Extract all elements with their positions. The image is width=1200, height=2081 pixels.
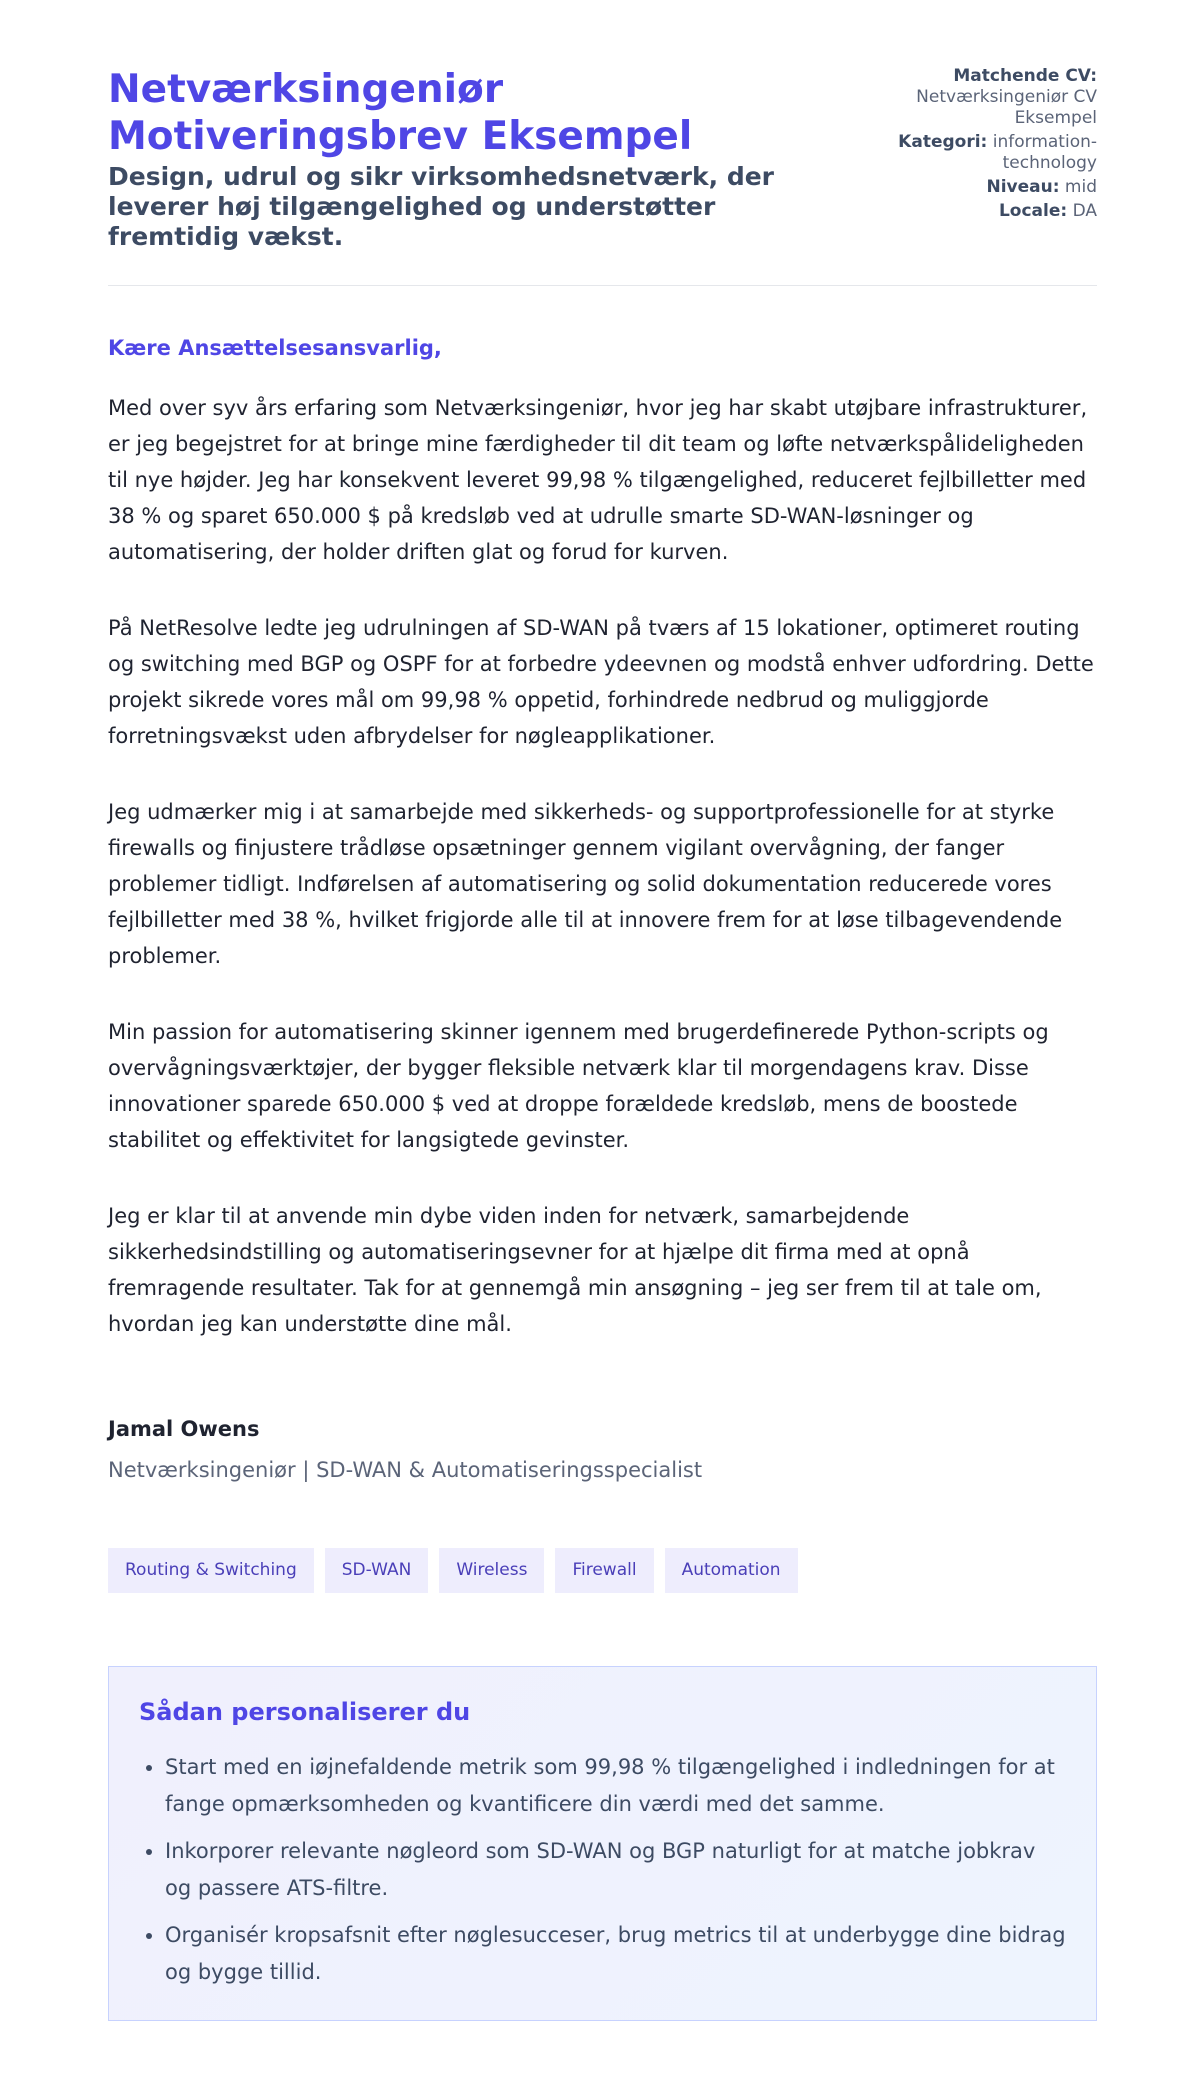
skill-tag: Automation — [665, 1548, 798, 1593]
letter-paragraph: Med over syv års erfaring som Netværksingeniør, hvor jeg har skabt utøjbare infrastrukturer, er jeg begejstret for at bringe mine færdigheder til dit team og løfte netværkspålideligheden til nye højder. Jeg har konsekvent leveret 99,98 % tilgængelighed, reduceret fejlbilletter med 38 % og sparet 650.000 $ på kredsløb ved at udrulle smarte SD-WAN-løsninger og automatisering, der holder driften glat og forud for kurven. — [108, 396, 1088, 564]
meta-category-value: information-technology — [992, 132, 1097, 173]
meta-category — [867, 132, 1097, 174]
tips-title: Sådan personaliserer du — [139, 1698, 471, 1726]
letter-paragraph: Jeg udmærker mig i at samarbejde med sikkerheds- og supportprofessionelle for at styrke firewalls og finjustere trådløse opsætninger gennem vigilant overvågning, der fanger problemer tidligt. Indførelsen af automatisering og solid dokumentation reducerede vores fejlbilletter med 38 %, hvilket frigjorde alle til at innovere frem for at løse tilbagevendende problemer. — [108, 800, 1063, 968]
page-subtitle: Design, udrul og sikr virksomhedsnetværk, der leverer høj tilgængelighed og understøtter fremtidig vækst. — [108, 162, 775, 251]
meta-cv-label: Matchende CV: — [953, 66, 1097, 86]
meta-level-label: Niveau: — [986, 177, 1060, 197]
meta-level-value: mid — [1064, 177, 1097, 197]
tip-item: • Organisér kropsafsnit efter nøglesucceser, brug metrics til at underbygge dine bidrag og bygge tillid. — [165, 1917, 1066, 1991]
meta-level — [867, 177, 1097, 198]
meta-cv-value: Netværksingeniør CV Eksempel — [916, 87, 1097, 128]
meta-category-label: Kategori: — [898, 132, 988, 152]
meta-locale-value: DA — [1072, 201, 1097, 221]
skill-tag: Firewall — [555, 1548, 653, 1593]
header-divider — [108, 285, 1097, 286]
meta-cv — [867, 66, 1097, 129]
letter-paragraph: På NetResolve ledte jeg udrulningen af SD-WAN på tværs af 15 lokationer, optimeret routing og switching med BGP og OSPF for at forbedre ydeevnen og modstå enhver udfordring. Dette projekt sikrede vores mål om 99,98 % oppetid, forhindrede nedbrud og muliggjorde forretningsvækst uden afbrydelser for nøgleapplikationer. — [108, 616, 1094, 748]
page-title: Netværksingeniør Motiveringsbrev Eksempel — [108, 67, 693, 159]
personalization-tips-box — [108, 1666, 1097, 2021]
tips-list — [139, 1749, 1066, 1991]
signature-role: Netværksingeniør | SD-WAN & Automatiseringsspecialist — [108, 1458, 703, 1482]
skill-tag: SD-WAN — [325, 1548, 429, 1593]
letter-paragraph: Min passion for automatisering skinner igennem med brugerdefinerede Python-scripts og overvågningsværktøjer, der bygger fleksible netværk klar til morgendagens krav. Disse innovationer sparede 650.000 $ ved at droppe forældede kredsløb, mens de boostede stabilitet og effektivitet for langsigtede gevinster. — [108, 1020, 1049, 1152]
letter-greeting: Kære Ansættelsesansvarlig, — [108, 336, 442, 360]
skill-tag: Wireless — [439, 1548, 544, 1593]
signature-name: Jamal Owens — [108, 1417, 260, 1441]
meta-locale — [867, 201, 1097, 222]
skill-tag: Routing & Switching — [108, 1548, 314, 1593]
tip-item: • Inkorporer relevante nøgleord som SD-WAN og BGP naturligt for at matche jobkrav og passere ATS-filtre. — [165, 1833, 1066, 1907]
letter-body — [108, 390, 1100, 1382]
meta-locale-label: Locale: — [998, 201, 1068, 221]
meta-panel — [867, 66, 1097, 225]
skill-tags — [108, 1548, 798, 1593]
letter-paragraph: Jeg er klar til at anvende min dybe viden inden for netværk, samarbejdende sikkerhedsindstilling og automatiseringsevner for at hjælpe dit firma med at opnå fremragende resultater. Tak for at gennemgå min ansøgning – jeg ser frem til at tale om, hvordan jeg kan understøtte dine mål. — [108, 1204, 1042, 1336]
tip-item: • Start med en iøjnefaldende metrik som 99,98 % tilgængelighed i indledningen for at fange opmærksomheden og kvantificere din værdi med det samme. — [165, 1749, 1066, 1823]
